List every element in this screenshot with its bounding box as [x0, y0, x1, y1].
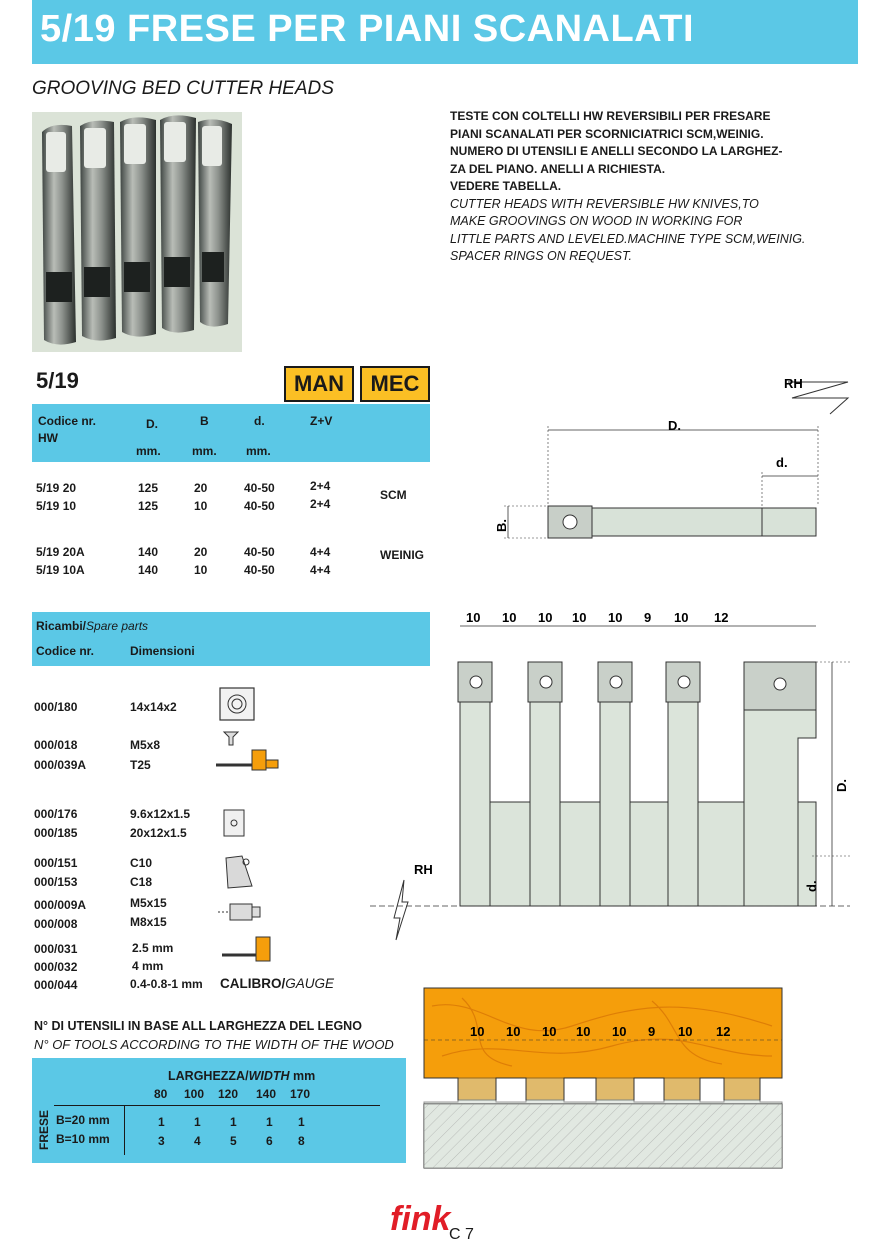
wood-spacing-label: 10 — [470, 1024, 485, 1039]
spare-code: 000/032 — [34, 960, 78, 974]
tools-title: N° DI UTENSILI IN BASE ALL LARGHEZZA DEL LEGNO — [34, 1019, 362, 1033]
tools-subtitle: N° OF TOOLS ACCORDING TO THE WIDTH OF THE WOOD — [34, 1037, 394, 1052]
spacing-label: 10 — [674, 610, 689, 625]
row-label-b20: B=20 mm — [56, 1113, 110, 1127]
width-en: WIDTH — [248, 1069, 290, 1083]
spacing-label: 12 — [714, 610, 729, 625]
wood-spacing-label: 10 — [542, 1024, 557, 1039]
machine-scm: SCM — [380, 488, 407, 502]
width-140: 140 — [256, 1087, 277, 1101]
rh-label-bottom: RH — [414, 862, 433, 877]
spacing-labels — [466, 610, 728, 625]
cell-d: 40-50 — [244, 563, 275, 577]
cell-code: 5/19 20A — [36, 545, 85, 559]
cell-value: 8 — [298, 1134, 305, 1148]
cell-value: 1 — [266, 1115, 273, 1129]
spare-code: 000/018 — [34, 738, 78, 752]
fink-logo: fink — [390, 1200, 451, 1238]
desc-it-line: PIANI SCANALATI PER SCORNICIATRICI SCM,WEINIG. — [450, 126, 764, 141]
spare-title — [36, 619, 148, 633]
spare-code: 000/185 — [34, 826, 78, 840]
desc-en-line: LITTLE PARTS AND LEVELED.MACHINE TYPE SCM,WEINIG. — [450, 231, 806, 246]
spare-title-it: Ricambi/ — [36, 619, 87, 633]
width-100: 100 — [184, 1087, 205, 1101]
description-it — [450, 108, 840, 196]
desc-en-line: CUTTER HEADS WITH REVERSIBLE HW KNIVES,TO — [450, 196, 759, 211]
spare-code: 000/153 — [34, 875, 78, 889]
cell-value: 3 — [158, 1134, 165, 1148]
product-code: 5/19 — [36, 368, 79, 393]
spare-title-en: Spare parts — [86, 619, 149, 633]
spacing-label: 10 — [572, 610, 587, 625]
spare-dim: C10 — [130, 856, 153, 870]
spare-code: 000/009A — [34, 898, 87, 912]
cell-d: 40-50 — [244, 545, 275, 559]
desc-en-line: MAKE GROOVINGS ON WOOD IN WORKING FOR — [450, 214, 743, 228]
cutter-side-view — [504, 382, 848, 538]
cell-zv: 2+4 — [310, 497, 331, 511]
width-header — [168, 1069, 315, 1083]
spare-code: 000/039A — [34, 758, 87, 772]
col-spare-code: Codice nr. — [36, 644, 95, 658]
cell-D: 140 — [138, 563, 159, 577]
d-label-top: d. — [776, 455, 788, 470]
spare-dim: 14x14x2 — [130, 700, 177, 714]
spare-dim: 4 mm — [132, 959, 164, 973]
cell-d: 40-50 — [244, 499, 275, 513]
spare-dim: T25 — [130, 758, 151, 772]
col-D: D. — [146, 417, 158, 431]
cell-zv: 4+4 — [310, 545, 331, 559]
spare-code: 000/151 — [34, 856, 78, 870]
spare-dim: 2.5 mm — [132, 941, 174, 955]
spare-code: 000/180 — [34, 700, 78, 714]
spare-code: 000/176 — [34, 807, 78, 821]
wood-spacing-label: 10 — [576, 1024, 591, 1039]
spacing-label: 10 — [608, 610, 623, 625]
product-photo — [32, 112, 242, 352]
spare-code: 000/008 — [34, 917, 78, 931]
badge-mec: MEC — [360, 366, 430, 402]
col-hw: HW — [38, 431, 58, 445]
gauge-label — [220, 976, 334, 991]
width-unit: mm — [293, 1069, 316, 1083]
width-120: 120 — [218, 1087, 239, 1101]
divider — [54, 1105, 380, 1106]
spacing-label: 9 — [644, 610, 652, 625]
row-label-b10: B=10 mm — [56, 1132, 110, 1146]
desc-en-line: SPACER RINGS ON REQUEST. — [450, 249, 632, 263]
cell-value: 1 — [158, 1115, 165, 1129]
gauge-en: GAUGE — [285, 976, 335, 991]
D-label-top: D. — [668, 418, 681, 433]
cell-zv: 2+4 — [310, 479, 331, 493]
spare-dim: M5x15 — [130, 896, 167, 910]
width-170: 170 — [290, 1087, 311, 1101]
cell-B: 20 — [194, 545, 208, 559]
wood-spacing-label: 10 — [678, 1024, 693, 1039]
desc-it-line: NUMERO DI UTENSILI E ANELLI SECONDO LA LARGHEZ- — [450, 144, 783, 158]
d-label-stack: d. — [804, 880, 819, 892]
cell-code: 5/19 10 — [36, 499, 77, 513]
spare-dim: M8x15 — [130, 915, 167, 929]
wood-spacing-label: 10 — [612, 1024, 627, 1039]
cell-value: 4 — [194, 1134, 201, 1148]
col-codice: Codice nr. — [38, 414, 97, 428]
cell-B: 10 — [194, 563, 208, 577]
machine-weinig: WEINIG — [380, 548, 424, 562]
cell-value: 1 — [194, 1115, 201, 1129]
unit-mm: mm. — [136, 444, 161, 458]
cell-code: 5/19 10A — [36, 563, 85, 577]
spare-dim: M5x8 — [130, 738, 161, 752]
cell-value: 1 — [298, 1115, 305, 1129]
wood-profile-drawing — [422, 986, 784, 1172]
spare-dim: 20x12x1.5 — [130, 826, 187, 840]
width-80: 80 — [154, 1087, 168, 1101]
width-table — [32, 1058, 406, 1163]
screw-icon — [216, 900, 266, 924]
page-number: C 7 — [449, 1226, 474, 1243]
cell-zv: 4+4 — [310, 563, 331, 577]
insert-knife-icon — [218, 686, 256, 722]
description — [450, 108, 840, 266]
unit-mm: mm. — [192, 444, 217, 458]
page-title: 5/19 FRESE PER PIANI SCANALATI — [40, 8, 695, 50]
description-en — [450, 196, 840, 266]
cell-B: 10 — [194, 499, 208, 513]
cell-D: 125 — [138, 499, 159, 513]
cell-value: 1 — [230, 1115, 237, 1129]
page-subtitle: GROOVING BED CUTTER HEADS — [32, 78, 334, 99]
D-label-stack: D. — [834, 779, 849, 792]
gauge-it: CALIBRO/ — [220, 976, 286, 991]
badge-man: MAN — [284, 366, 354, 402]
desc-it-line: VEDERE TABELLA. — [450, 179, 562, 193]
width-it: LARGHEZZA/ — [168, 1069, 249, 1083]
col-d: d. — [254, 414, 265, 428]
B-label: B. — [494, 519, 509, 532]
spare-code: 000/031 — [34, 942, 78, 956]
frese-label: FRESE — [37, 1109, 51, 1150]
unit-mm: mm. — [246, 444, 271, 458]
spare-dim: C18 — [130, 875, 153, 889]
cell-value: 5 — [230, 1134, 237, 1148]
spare-code: 000/044 — [34, 978, 78, 992]
wood-spacing-label: 10 — [506, 1024, 521, 1039]
desc-it-line: TESTE CON COLTELLI HW REVERSIBILI PER FRESARE — [450, 109, 771, 123]
col-zv: Z+V — [310, 414, 333, 428]
cell-value: 6 — [266, 1134, 273, 1148]
spacing-label: 10 — [502, 610, 517, 625]
t-wrench-icon — [220, 935, 276, 963]
spare-dim: 9.6x12x1.5 — [130, 807, 191, 821]
wood-spacing-label: 12 — [716, 1024, 731, 1039]
small-insert-icon — [222, 808, 248, 840]
rh-label-top: RH — [784, 376, 803, 391]
title-banner — [32, 0, 858, 64]
technical-drawing — [360, 370, 860, 950]
cell-D: 125 — [138, 481, 159, 495]
col-B: B — [200, 414, 209, 428]
col-spare-dim: Dimensioni — [130, 644, 195, 658]
cutter-stack-view — [370, 626, 850, 940]
cell-B: 20 — [194, 481, 208, 495]
wood-spacing-label: 9 — [648, 1024, 656, 1039]
spare-dim: 0.4-0.8-1 mm — [130, 977, 203, 991]
desc-it-line: ZA DEL PIANO. ANELLI A RICHIESTA. — [450, 161, 666, 176]
spacing-label: 10 — [466, 610, 481, 625]
cell-d: 40-50 — [244, 481, 275, 495]
spacing-label: 10 — [538, 610, 553, 625]
cell-D: 140 — [138, 545, 159, 559]
screw-key-icon — [214, 730, 284, 774]
cell-code: 5/19 20 — [36, 481, 77, 495]
clamp-wedge-icon — [222, 850, 256, 890]
divider — [124, 1105, 125, 1155]
